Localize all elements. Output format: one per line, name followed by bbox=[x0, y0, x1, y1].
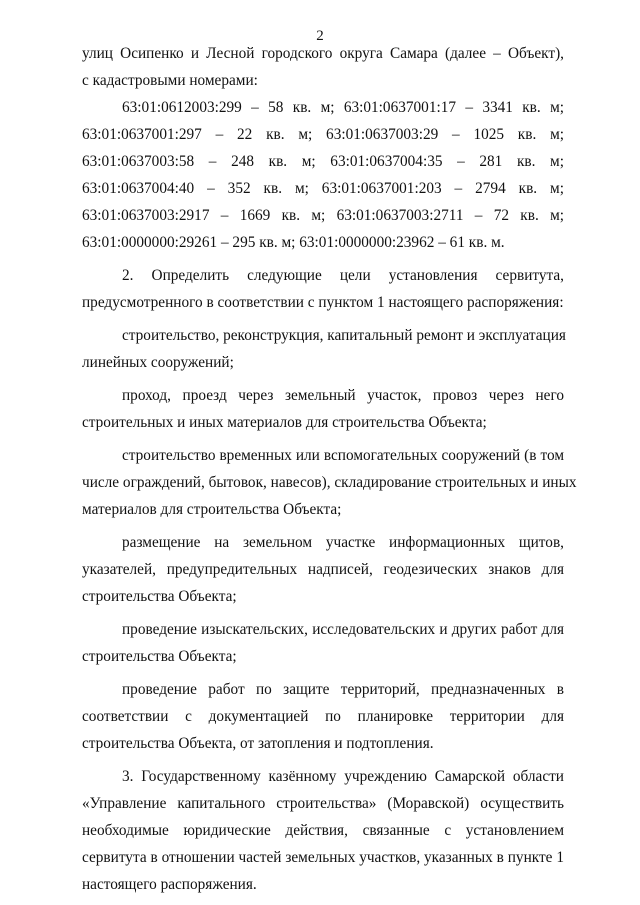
text-line: предусмотренного в соответствии с пунктом 1 настоящего распоряжения: bbox=[82, 294, 564, 311]
text-line: строительства Объекта, от затопления и подтопления. bbox=[82, 735, 434, 752]
text-line: с кадастровыми номерами: bbox=[82, 72, 258, 89]
text-line: проход, проезд через земельный участок, провоз через него bbox=[122, 387, 564, 404]
text-line: сервитута в отношении частей земельных участков, указанных в пункте 1 bbox=[82, 849, 564, 866]
text-line: 3. Государственному казённому учреждению Самарской области bbox=[122, 768, 564, 785]
text-line: 63:01:0637001:297 – 22 кв. м; 63:01:0637003:29 – 1025 кв. м; bbox=[82, 126, 564, 143]
text-line: необходимые юридические действия, связанные с установлением bbox=[82, 822, 564, 839]
document-body bbox=[82, 40, 577, 898]
text-line: 2. Определить следующие цели установления сервитута, bbox=[122, 267, 564, 284]
text-line: проведение изыскательских, исследовательских и других работ для bbox=[122, 621, 564, 638]
text-line: 63:01:0637004:40 – 352 кв. м; 63:01:0637001:203 – 2794 кв. м; bbox=[82, 180, 564, 197]
text-line: улиц Осипенко и Лесной городского округа Самара (далее – Объект), bbox=[82, 45, 564, 62]
text-line: 63:01:0612003:299 – 58 кв. м; 63:01:0637001:17 – 3341 кв. м; bbox=[122, 99, 564, 116]
text-line: соответствии с документацией по планировке территории для bbox=[82, 708, 564, 725]
text-line: проведение работ по защите территорий, предназначенных в bbox=[122, 681, 564, 698]
text-line: 63:01:0637003:58 – 248 кв. м; 63:01:0637004:35 – 281 кв. м; bbox=[82, 153, 564, 170]
page-number: 2 bbox=[316, 28, 324, 44]
text-line: 63:01:0637003:2917 – 1669 кв. м; 63:01:0637003:2711 – 72 кв. м; bbox=[82, 207, 564, 224]
text-line: указателей, предупредительных надписей, геодезических знаков для bbox=[82, 561, 564, 578]
text-line: «Управление капитального строительства» (Моравской) осуществить bbox=[82, 795, 564, 812]
text-line: строительство, реконструкция, капитальный ремонт и эксплуатация bbox=[122, 327, 566, 344]
text-line: линейных сооружений; bbox=[82, 354, 234, 371]
text-line: размещение на земельном участке информационных щитов, bbox=[122, 534, 564, 551]
text-line: настоящего распоряжения. bbox=[82, 876, 257, 893]
text-line: 63:01:0000000:29261 – 295 кв. м; 63:01:0000000:23962 – 61 кв. м. bbox=[82, 234, 505, 251]
text-line: строительных и иных материалов для строительства Объекта; bbox=[82, 414, 487, 431]
text-line: материалов для строительства Объекта; bbox=[82, 501, 342, 518]
text-line: числе ограждений, бытовок, навесов), складирование строительных и иных bbox=[82, 474, 577, 491]
text-line: строительства Объекта; bbox=[82, 588, 237, 605]
text-line: строительство временных или вспомогательных сооружений (в том bbox=[122, 447, 564, 464]
text-line: строительства Объекта; bbox=[82, 648, 237, 665]
